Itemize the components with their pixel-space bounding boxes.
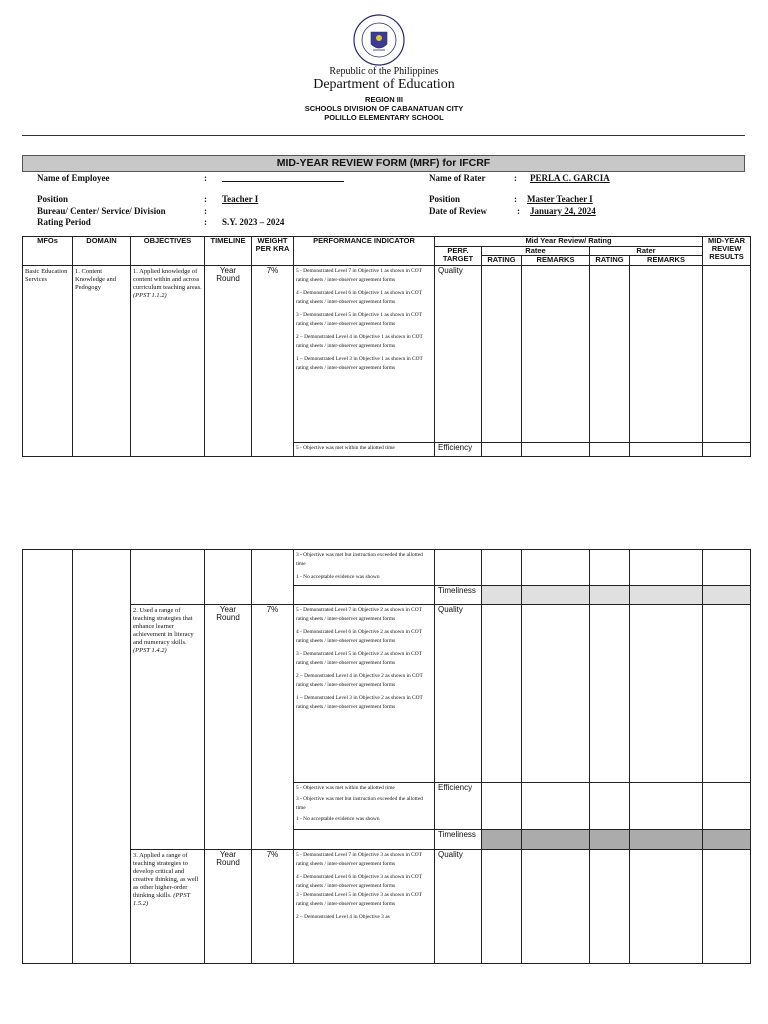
indicator-item: 1 – Demonstrated Level 3 in Objective 2 as shown in COT rating sheets / inter-observer agreement forms: [296, 695, 423, 710]
results-cell[interactable]: [703, 266, 751, 443]
col-objectives: OBJECTIVES: [131, 237, 205, 266]
results-cell[interactable]: [703, 550, 751, 586]
remarks-cell[interactable]: [630, 850, 703, 964]
rater-position-label: Position: [429, 194, 461, 204]
rating-cell[interactable]: [482, 266, 522, 443]
indicator-item: 5 - Objective was met within the allotted time: [296, 445, 395, 451]
col-rater-remarks: REMARKS: [630, 256, 703, 266]
colon: :: [204, 217, 207, 227]
indicator-item: 1 – Demonstrated Level 3 in Objective 1 as shown in COT rating sheets / inter-observer agreement forms: [296, 356, 423, 371]
indicator-item: 4 - Demonstrated Level 6 in Objective 1 as shown in COT rating sheets / inter-observer agreement forms: [296, 290, 422, 305]
colon: :: [204, 194, 207, 204]
objective-2-cell: [131, 605, 205, 850]
remarks-cell[interactable]: [630, 830, 703, 850]
remarks-cell[interactable]: [630, 266, 703, 443]
name-employee-label: Name of Employee: [37, 173, 110, 183]
remarks-cell[interactable]: [522, 586, 590, 605]
school-text: POLILLO ELEMENTARY SCHOOL: [324, 113, 444, 122]
deped-seal-icon: [353, 14, 405, 66]
quality-label: Quality: [435, 266, 482, 443]
remarks-cell[interactable]: [630, 443, 703, 457]
indicator-item: 3 - Demonstrated Level 5 in Objective 3 as shown in COT rating sheets / inter-observer agreement forms: [296, 892, 422, 907]
rating-cell[interactable]: [590, 850, 630, 964]
mrf-table-page2: [22, 549, 751, 964]
rating-cell[interactable]: [590, 830, 630, 850]
rating-cell[interactable]: [482, 605, 522, 783]
timeliness-label: Timeliness: [435, 586, 482, 605]
indicator-item: 5 - Objective was met within the allotted time: [296, 785, 395, 791]
remarks-cell[interactable]: [522, 850, 590, 964]
rating-cell[interactable]: [590, 550, 630, 586]
department-title: Department of Education: [313, 77, 455, 92]
rater-position-value: Master Teacher I: [527, 194, 593, 204]
objective-2-text: 2. Used a range of teaching strategies that enhance learner achievement in literacy and numeracy skills.: [133, 607, 194, 646]
rating-cell[interactable]: [590, 443, 630, 457]
position-label: Position: [37, 194, 69, 204]
objective-1-cell: [131, 266, 205, 457]
timeline-cell: [205, 550, 252, 605]
domain-cell: [73, 550, 131, 964]
rating-cell[interactable]: [482, 586, 522, 605]
indicator-cell: [294, 443, 435, 457]
colon: :: [204, 173, 207, 183]
indicator-item: 5 - Demonstrated Level 7 in Objective 2 as shown in COT rating sheets / inter-observer agreement forms: [296, 607, 422, 622]
bureau-label: Bureau/ Center/ Service/ Division: [37, 206, 166, 216]
col-rater: Rater: [590, 247, 703, 256]
remarks-cell[interactable]: [630, 605, 703, 783]
indicator-cell: [294, 605, 435, 783]
indicator-item: 5 - Demonstrated Level 7 in Objective 3 as shown in COT rating sheets / inter-observer agreement forms: [296, 852, 422, 867]
republic-text: Republic of the Philippines: [329, 66, 439, 77]
timeline-cell: Year Round: [205, 266, 252, 457]
remarks-cell[interactable]: [522, 550, 590, 586]
quality-label: Quality: [435, 850, 482, 964]
indicator-item: 3 - Objective was met but instruction exceeded the allotted time: [296, 796, 423, 811]
objective-2-code: (PPST 1.4.2): [133, 647, 167, 654]
remarks-cell[interactable]: [630, 783, 703, 830]
remarks-cell[interactable]: [630, 550, 703, 586]
col-mfos: MFOs: [23, 237, 73, 266]
rating-cell[interactable]: [590, 783, 630, 830]
remarks-cell[interactable]: [522, 783, 590, 830]
objective-3-text: 3. Applied a range of teaching strategies to develop critical and creative thinking, as well as other higher-order thinking skills.: [133, 852, 199, 899]
rating-cell[interactable]: [482, 830, 522, 850]
rating-period-value: S.Y. 2023 – 2024: [222, 217, 285, 227]
indicator-item: 4 - Demonstrated Level 6 in Objective 2 as shown in COT rating sheets / inter-observer agreement forms: [296, 629, 422, 644]
name-rater-value: PERLA C. GARCIA: [530, 173, 610, 183]
mfo-cell: Basic Education Services: [23, 266, 73, 457]
remarks-cell[interactable]: [522, 830, 590, 850]
rating-cell[interactable]: [482, 550, 522, 586]
efficiency-label: Efficiency: [435, 783, 482, 830]
indicator-item: 2 – Demonstrated Level 4 in Objective 2 as shown in COT rating sheets / inter-observer agreement forms: [296, 673, 423, 688]
remarks-cell[interactable]: [522, 266, 590, 443]
rating-cell[interactable]: [482, 443, 522, 457]
timeline-cell: Year Round: [205, 850, 252, 964]
results-cell[interactable]: [703, 586, 751, 605]
remarks-cell[interactable]: [522, 443, 590, 457]
position-value: Teacher I: [222, 194, 259, 204]
quality-label: Quality: [435, 605, 482, 783]
col-mid-year: Mid Year Review/ Rating: [435, 237, 703, 247]
indicator-item: 5 - Demonstrated Level 7 in Objective 1 as shown in COT rating sheets / inter-observer agreement forms: [296, 268, 422, 283]
weight-cell: 7%: [252, 850, 294, 964]
indicator-cell: [294, 850, 435, 964]
indicator-cell: [294, 586, 435, 605]
indicator-item: 3 - Demonstrated Level 5 in Objective 2 as shown in COT rating sheets / inter-observer agreement forms: [296, 651, 422, 666]
indicator-cell: [294, 830, 435, 850]
indicator-item: 3 - Demonstrated Level 5 in Objective 1 as shown in COT rating sheets / inter-observer agreement forms: [296, 312, 422, 327]
col-domain: DOMAIN: [73, 237, 131, 266]
objective-3-cell: [131, 850, 205, 964]
rating-cell[interactable]: [590, 586, 630, 605]
results-cell[interactable]: [703, 605, 751, 783]
objective-3-code: (PPST 1.5.2): [133, 892, 191, 907]
col-weight: WEIGHT PER KRA: [252, 237, 294, 266]
indicator-cell: [294, 550, 435, 586]
rating-cell[interactable]: [482, 850, 522, 964]
col-ratee: Ratee: [482, 247, 590, 256]
name-rater-label: Name of Rater: [429, 173, 486, 183]
timeline-cell: Year Round: [205, 605, 252, 850]
mrf-table-page1: [22, 236, 751, 457]
col-indicator: PERFORMANCE INDICATOR: [294, 237, 435, 266]
indicator-item: 3 - Objective was met but instruction exceeded the allotted time: [296, 552, 423, 567]
colon: :: [517, 206, 520, 216]
form-title: MID-YEAR REVIEW FORM (MRF) for IFCRF: [22, 155, 745, 172]
results-cell[interactable]: [703, 850, 751, 964]
perf-target-cell: [435, 550, 482, 586]
colon: :: [514, 194, 517, 204]
indicator-item: 2 – Demonstrated Level 4 in Objective 1 as shown in COT rating sheets / inter-observer agreement forms: [296, 334, 423, 349]
objective-1-code: (PPST 1.1.2): [133, 292, 167, 299]
objective-cell: [131, 550, 205, 605]
efficiency-label: Efficiency: [435, 443, 482, 457]
results-cell[interactable]: [703, 830, 751, 850]
weight-cell: [252, 550, 294, 605]
date-review-label: Date of Review: [429, 206, 487, 216]
rating-cell[interactable]: [590, 266, 630, 443]
col-timeline: TIMELINE: [205, 237, 252, 266]
header-divider: [22, 135, 745, 136]
col-results: MID-YEAR REVIEW RESULTS: [703, 237, 751, 266]
remarks-cell[interactable]: [630, 586, 703, 605]
col-ratee-remarks: REMARKS: [522, 256, 590, 266]
indicator-item: 2 – Demonstrated Level 4 in Objective 3 as: [296, 914, 390, 920]
col-ratee-rating: RATING: [482, 256, 522, 266]
rating-cell[interactable]: [590, 605, 630, 783]
colon: :: [514, 173, 517, 183]
results-cell[interactable]: [703, 783, 751, 830]
col-perf-target: PERF. TARGET: [435, 247, 482, 266]
date-review-value: January 24, 2024: [530, 206, 596, 216]
indicator-item: 4 - Demonstrated Level 6 in Objective 3 as shown in COT rating sheets / inter-observer agreement forms: [296, 874, 422, 889]
name-employee-field[interactable]: [222, 181, 344, 182]
results-cell[interactable]: [703, 443, 751, 457]
rating-cell[interactable]: [482, 783, 522, 830]
objective-1-text: 1. Applied knowledge of content within and across curriculum teaching areas.: [133, 268, 202, 291]
weight-cell: 7%: [252, 266, 294, 457]
mfo-cell: [23, 550, 73, 964]
division-text: SCHOOLS DIVISION OF CABANATUAN CITY: [304, 104, 464, 113]
region-text: REGION III: [365, 95, 403, 104]
col-rater-rating: RATING: [590, 256, 630, 266]
indicator-cell: [294, 783, 435, 830]
weight-cell: 7%: [252, 605, 294, 850]
timeliness-label: Timeliness: [435, 830, 482, 850]
indicator-cell: [294, 266, 435, 443]
indicator-item: 1 - No acceptable evidence was shown: [296, 574, 380, 580]
indicator-item: 1 - No acceptable evidence was shown: [296, 816, 380, 822]
rating-period-label: Rating Period: [37, 217, 91, 227]
remarks-cell[interactable]: [522, 605, 590, 783]
colon: :: [204, 206, 207, 216]
domain-cell: 1. Content Knowledge and Pedogogy: [73, 266, 131, 457]
